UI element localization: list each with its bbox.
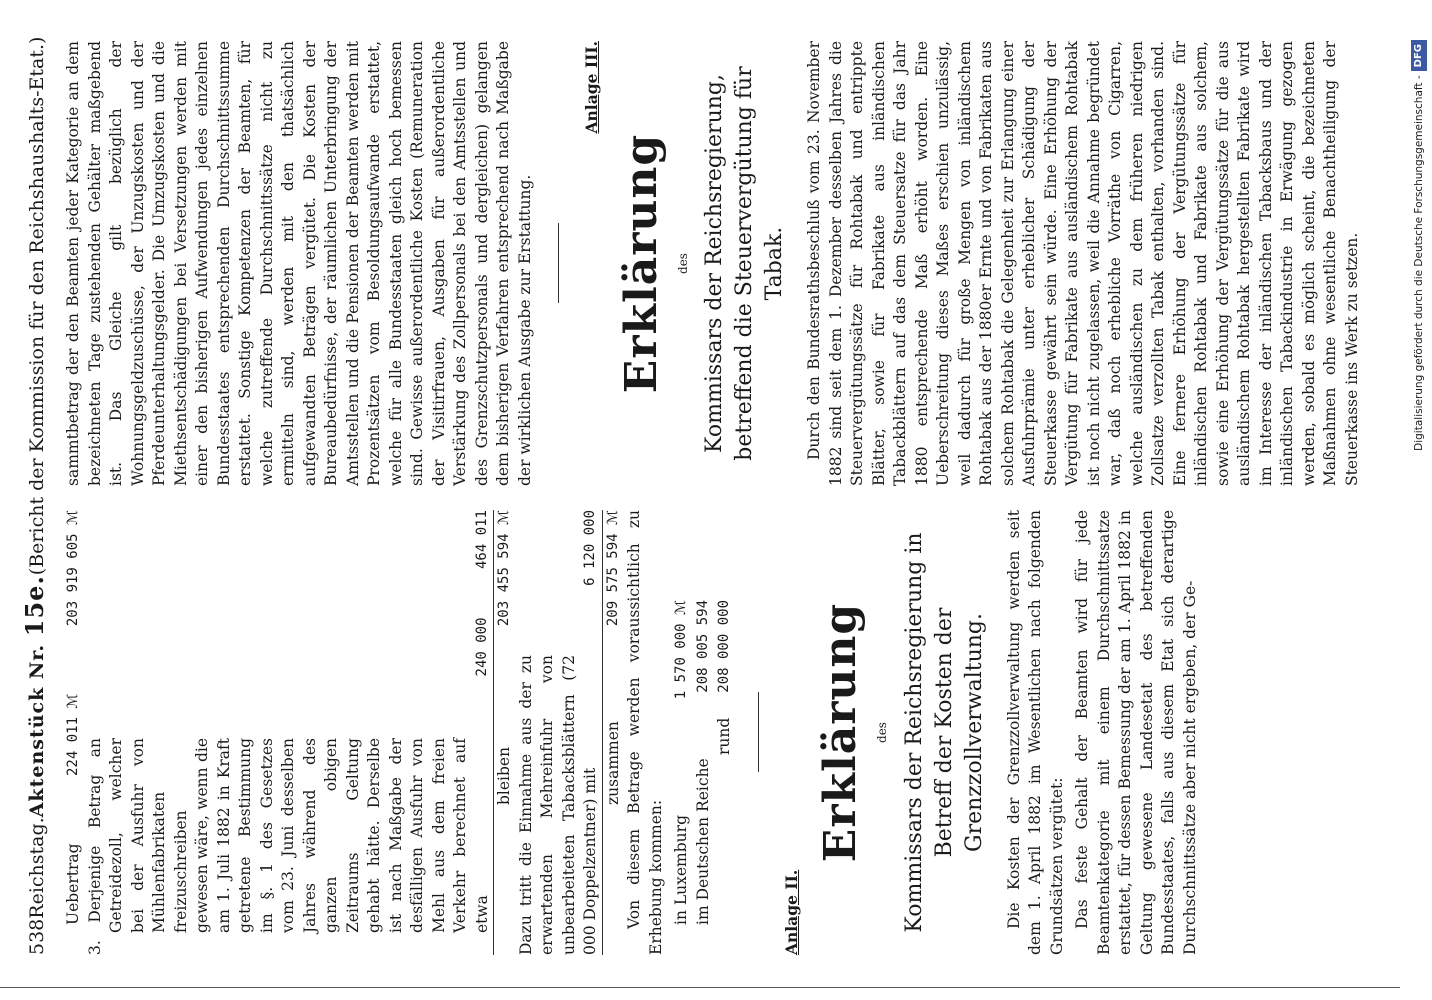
uebertrag-label: Uebertrag: [64, 843, 82, 925]
anlage-iii-subtitle: Kommissars der Reichsregierung, betreffend die Steuervergütung für Tabak.: [702, 66, 787, 461]
dazu-amount: 6 120 000: [582, 510, 598, 586]
rund-amount: 208 000 000: [716, 600, 732, 693]
running-head: [20, 36, 49, 955]
anlage-ii-subtitle: Kommissars der Reichsregierung in Betreff der Kosten der Grenzzollverwaltung.: [901, 532, 987, 933]
right-top-text: sammtbetrag der den Beamten jeder Kategorie an dem bezeichneten Tage zustehenden Gehälter maßgebend ist. Das Gleiche gilt bezüglich der Wohnungsgeldzuschüsse, der Unzugskosten und der Pferdeunterhaltungsgelder. Die Umzugskosten und die Miethsentschädigungen bei Versetzungen werden mit einer den bisherigen Aufwendungen jedes einzelnen Bundesstaates entsprechenden Durchschnittssumme erstattet. Sonstige Kompetenzen der Beamten, für welche zutreffende Durchschnittssätze nicht zu ermitteln sind, werden mit den thatsächlich aufgewandten Beträgen vergütet. Die Kosten der Bureaubedürfnisse, der räumlichen Unterbringung der Amtsstellen und die Pensionen der Beamten werden mit Prozentsätzen vom Besoldungsaufwande erstattet, welche für alle Bundesstaaten gleich hoch bemessen sind. Gewisse außerordentliche Kosten (Remuneration der Visitirfrauen, Ausgaben für außerordentliche Verstärkung des Zollpersonals bei den Amtsstellen und des Grenzschutzpersonals und dergleichen) gelangen dem bisherigen Verfahren entsprechend nach Maßgabe der wirklichen Ausgabe zur Erstattung.: [64, 41, 534, 486]
item3-amount: 240 000: [473, 617, 490, 677]
bleiben-label: bleiben: [495, 746, 513, 805]
anlage-iii-des: des: [675, 253, 690, 274]
left-column: [63, 510, 1367, 955]
luxemburg-amount: 1 570 000 ℳ: [673, 600, 689, 700]
anlage-iii-title: Erklärung: [615, 133, 667, 394]
dazu-row: [516, 510, 602, 955]
item3-amount-wrap: [472, 510, 494, 738]
section-divider-right: [558, 224, 559, 304]
document-number: 15e.: [20, 575, 49, 637]
digitization-note-text-wrap: [1405, 40, 1432, 1000]
right-column: [63, 41, 1367, 486]
reich-row: [693, 510, 715, 955]
zusammen-amount: 209 575 594 ℳ: [604, 510, 621, 627]
ledger-uebertrag-row: [63, 510, 85, 955]
zusammen-row: [602, 510, 625, 955]
page-number: 538: [26, 918, 48, 955]
erhebung-text: Von diesem Betrage werden voraussichtlich zu Erhebung kommen:: [625, 510, 665, 955]
anlage-ii-des: des: [875, 722, 889, 743]
rund-row: [714, 510, 736, 955]
anlage-ii-title: Erklärung: [815, 602, 866, 863]
uebertrag-amount-a: 224 011 ℳ: [65, 693, 81, 776]
uebertrag-amount-b: 203 919 605 ℳ: [65, 510, 81, 627]
digitization-note: [1405, 40, 1432, 1000]
reich-label: im Deutschen Reiche: [693, 758, 712, 925]
ledger-item-3: [85, 510, 494, 955]
luxemburg-row: [671, 510, 693, 955]
zusammen-label: zusammen: [603, 721, 622, 805]
dazu-text: Dazu tritt die Einnahme aus der zu erwartenden Mehreinfuhr von unbearbeiteten Tabacksblättern (72 000 Doppelzentner) mit: [516, 655, 599, 955]
bleiben-row: [493, 510, 516, 955]
anlage-ii-heading: Anlage II.: [781, 869, 801, 955]
anlage-iii-body: Durch den Bundesrathsbeschluß vom 23. November 1882 sind seit dem 1. Dezember desselben Jahres die Steuervergütungssätze für Rohtabak und entrippte Blätter, sowie für Fabrikate aus inländischen Tabackblättern auf das dem Steuersatze für das Jahr 1880 entsprechende Maß erhöht worden. Eine Ueberschreitung dieses Maßes erschien unzulässig, weil dadurch für große Mengen von inländischem Rohtabak aus der 1880er Ernte und von Fabrikaten aus solchem Rohtabak die Gelegenheit zur Erlangung einer Ausfuhrprämie unter erheblicher Schädigung der Steuerkasse gewährt sein würde. Eine Erhöhung der Vergütung für Fabrikate aus ausländischem Rohtabak ist noch nicht zugelassen, weil die Annahme begründet war, daß noch erhebliche Vorräthe von Cigarren, welche ausländischen zu dem früheren niedrigen Zollsatze verzollten Tabak enthalten, vorhanden sind. Eine fernere Erhöhung der Vergütungssätze für inländischen Rohtabak und Fabrikate aus solchem, sowie eine Erhöhung der Vergütungssätze für die aus ausländischem Rohtabak hergestellten Fabrikate wird im Interesse der inländischen Tabacksbaus und der inländischen Tabackindustrie in Erwägung gezogen werden, sobald es möglich scheint, die bezeichneten Maßnahmen ohne wesentliche Benachtheiligung der Steuerkasse ins Werk zu setzen.: [805, 41, 1361, 486]
header-center-prefix: Aktenstück Nr.: [26, 643, 48, 818]
item3-subtotal: 464 011: [473, 510, 490, 570]
header-left: Reichstag.: [26, 817, 48, 919]
anlage-iii-heading: Anlage III.: [582, 41, 601, 134]
digitization-note-text: Digitalisierung gefördert durch die Deutsche Forschungsgemeinschaft -: [1413, 75, 1425, 451]
luxemburg-label: in Luxemburg: [672, 815, 690, 925]
header-right: (Bericht der Kommission für den Reichshaushalts-Etat.): [26, 36, 48, 576]
bleiben-amount: 203 455 594 ℳ: [496, 510, 512, 627]
anlage-ii-intro: Die Kosten der Grenzzollverwaltung werden seit dem 1. April 1882 im Wesentlichen nach folgenden Grundsätzen vergütet:: [1004, 510, 1066, 955]
dfg-logo: DFG: [1411, 40, 1427, 71]
rund-label: rund: [715, 717, 733, 755]
page-edge-rule: [0, 987, 1400, 988]
section-divider: [758, 693, 759, 773]
item3-text: 3. Derjenige Betrag an Getreidezoll, welcher bei der Ausfuhr von Mühlenfabrikaten freizuschreiben gewesen wäre, wenn die am 1. Juli 1882 in Kraft getretene Bestimmung im §. 1 des Gesetzes vom 23. Juni desselben Jahres während des ganzen obigen Zeitraums Geltung gehabt hätte. Derselbe ist nach Maßgabe der desfälligen Ausfuhr von Mehl aus dem freien Verkehr berechnet auf etwa: [85, 738, 491, 955]
anlage-ii-body: Das feste Gehalt der Beamten wird für jede Beamtenkategorie mit einem Durchschnittssatze erstattet, für dessen Bemessung der am 1. April 1882 in Geltung gewesene Landesetat des betreffenden Bundesstaates, falls aus diesem Etat sich derartige Durchschnittssätze aber nicht ergeben, der Ge-: [1073, 510, 1199, 955]
columns: [63, 40, 1367, 955]
reich-amount: 208 005 594: [694, 600, 711, 693]
header-center: [20, 575, 49, 817]
